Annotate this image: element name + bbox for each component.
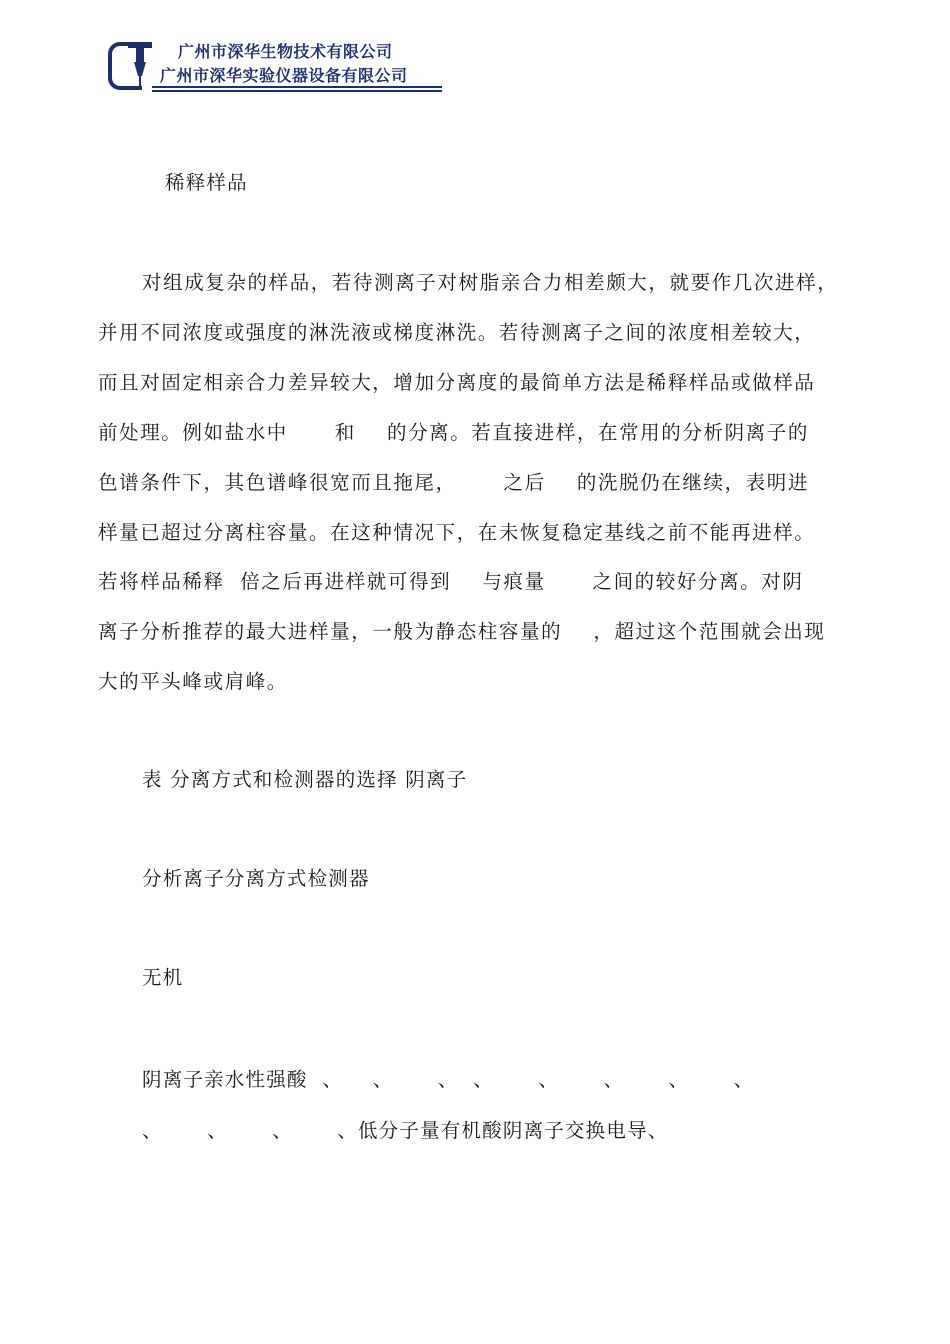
paragraph-line: 而且对固定相亲合力差异较大，增加分离度的最简单方法是稀释样品或做样品	[98, 371, 816, 394]
table-header: 分析离子分离方式检测器	[142, 867, 370, 890]
paragraph-line: 样量已超过分离柱容量。在这种情况下，在未恢复稳定基线之前不能再进样。	[98, 521, 816, 544]
paragraph-line: 离子分析推荐的最大进样量，一般为静态柱容量的 ，超过这个范围就会出现	[98, 620, 826, 643]
paragraph-line: 并用不同浓度或强度的淋洗液或梯度淋洗。若待测离子之间的浓度相差较大，	[98, 321, 816, 344]
pipette-logo-icon	[108, 38, 164, 92]
table-title: 表 分离方式和检测器的选择 阴离子	[142, 768, 468, 791]
company-name-instruments: 广州市深华实验仪器设备有限公司	[160, 66, 408, 85]
section-title: 稀释样品	[165, 171, 248, 194]
table-row: 、 、 、 、低分子量有机酸阴离子交换电导、	[142, 1119, 669, 1142]
paragraph-line: 对组成复杂的样品，若待测离子对树脂亲合力相差颇大，就要作几次进样，	[142, 271, 839, 294]
paragraph-line: 大的平头峰或肩峰。	[98, 670, 288, 693]
paragraph-line: 色谱条件下，其色谱峰很宽而且拖尾， 之后 的洗脱仍在继续，表明进	[98, 471, 809, 494]
category-inorganic: 无机	[142, 966, 184, 989]
table-row: 阴离子亲水性强酸 、 、 、 、 、 、 、 、	[142, 1068, 755, 1091]
header-rule	[152, 90, 442, 92]
company-name-biotech: 广州市深华生物技术有限公司	[178, 42, 393, 61]
header-rule	[152, 86, 442, 88]
company-header	[108, 34, 448, 96]
paragraph-line: 前处理。例如盐水中 和 的分离。若直接进样，在常用的分析阴离子的	[98, 421, 809, 444]
paragraph-line: 若将样品稀释 倍之后再进样就可得到 与痕量 之间的较好分离。对阴	[98, 570, 804, 593]
